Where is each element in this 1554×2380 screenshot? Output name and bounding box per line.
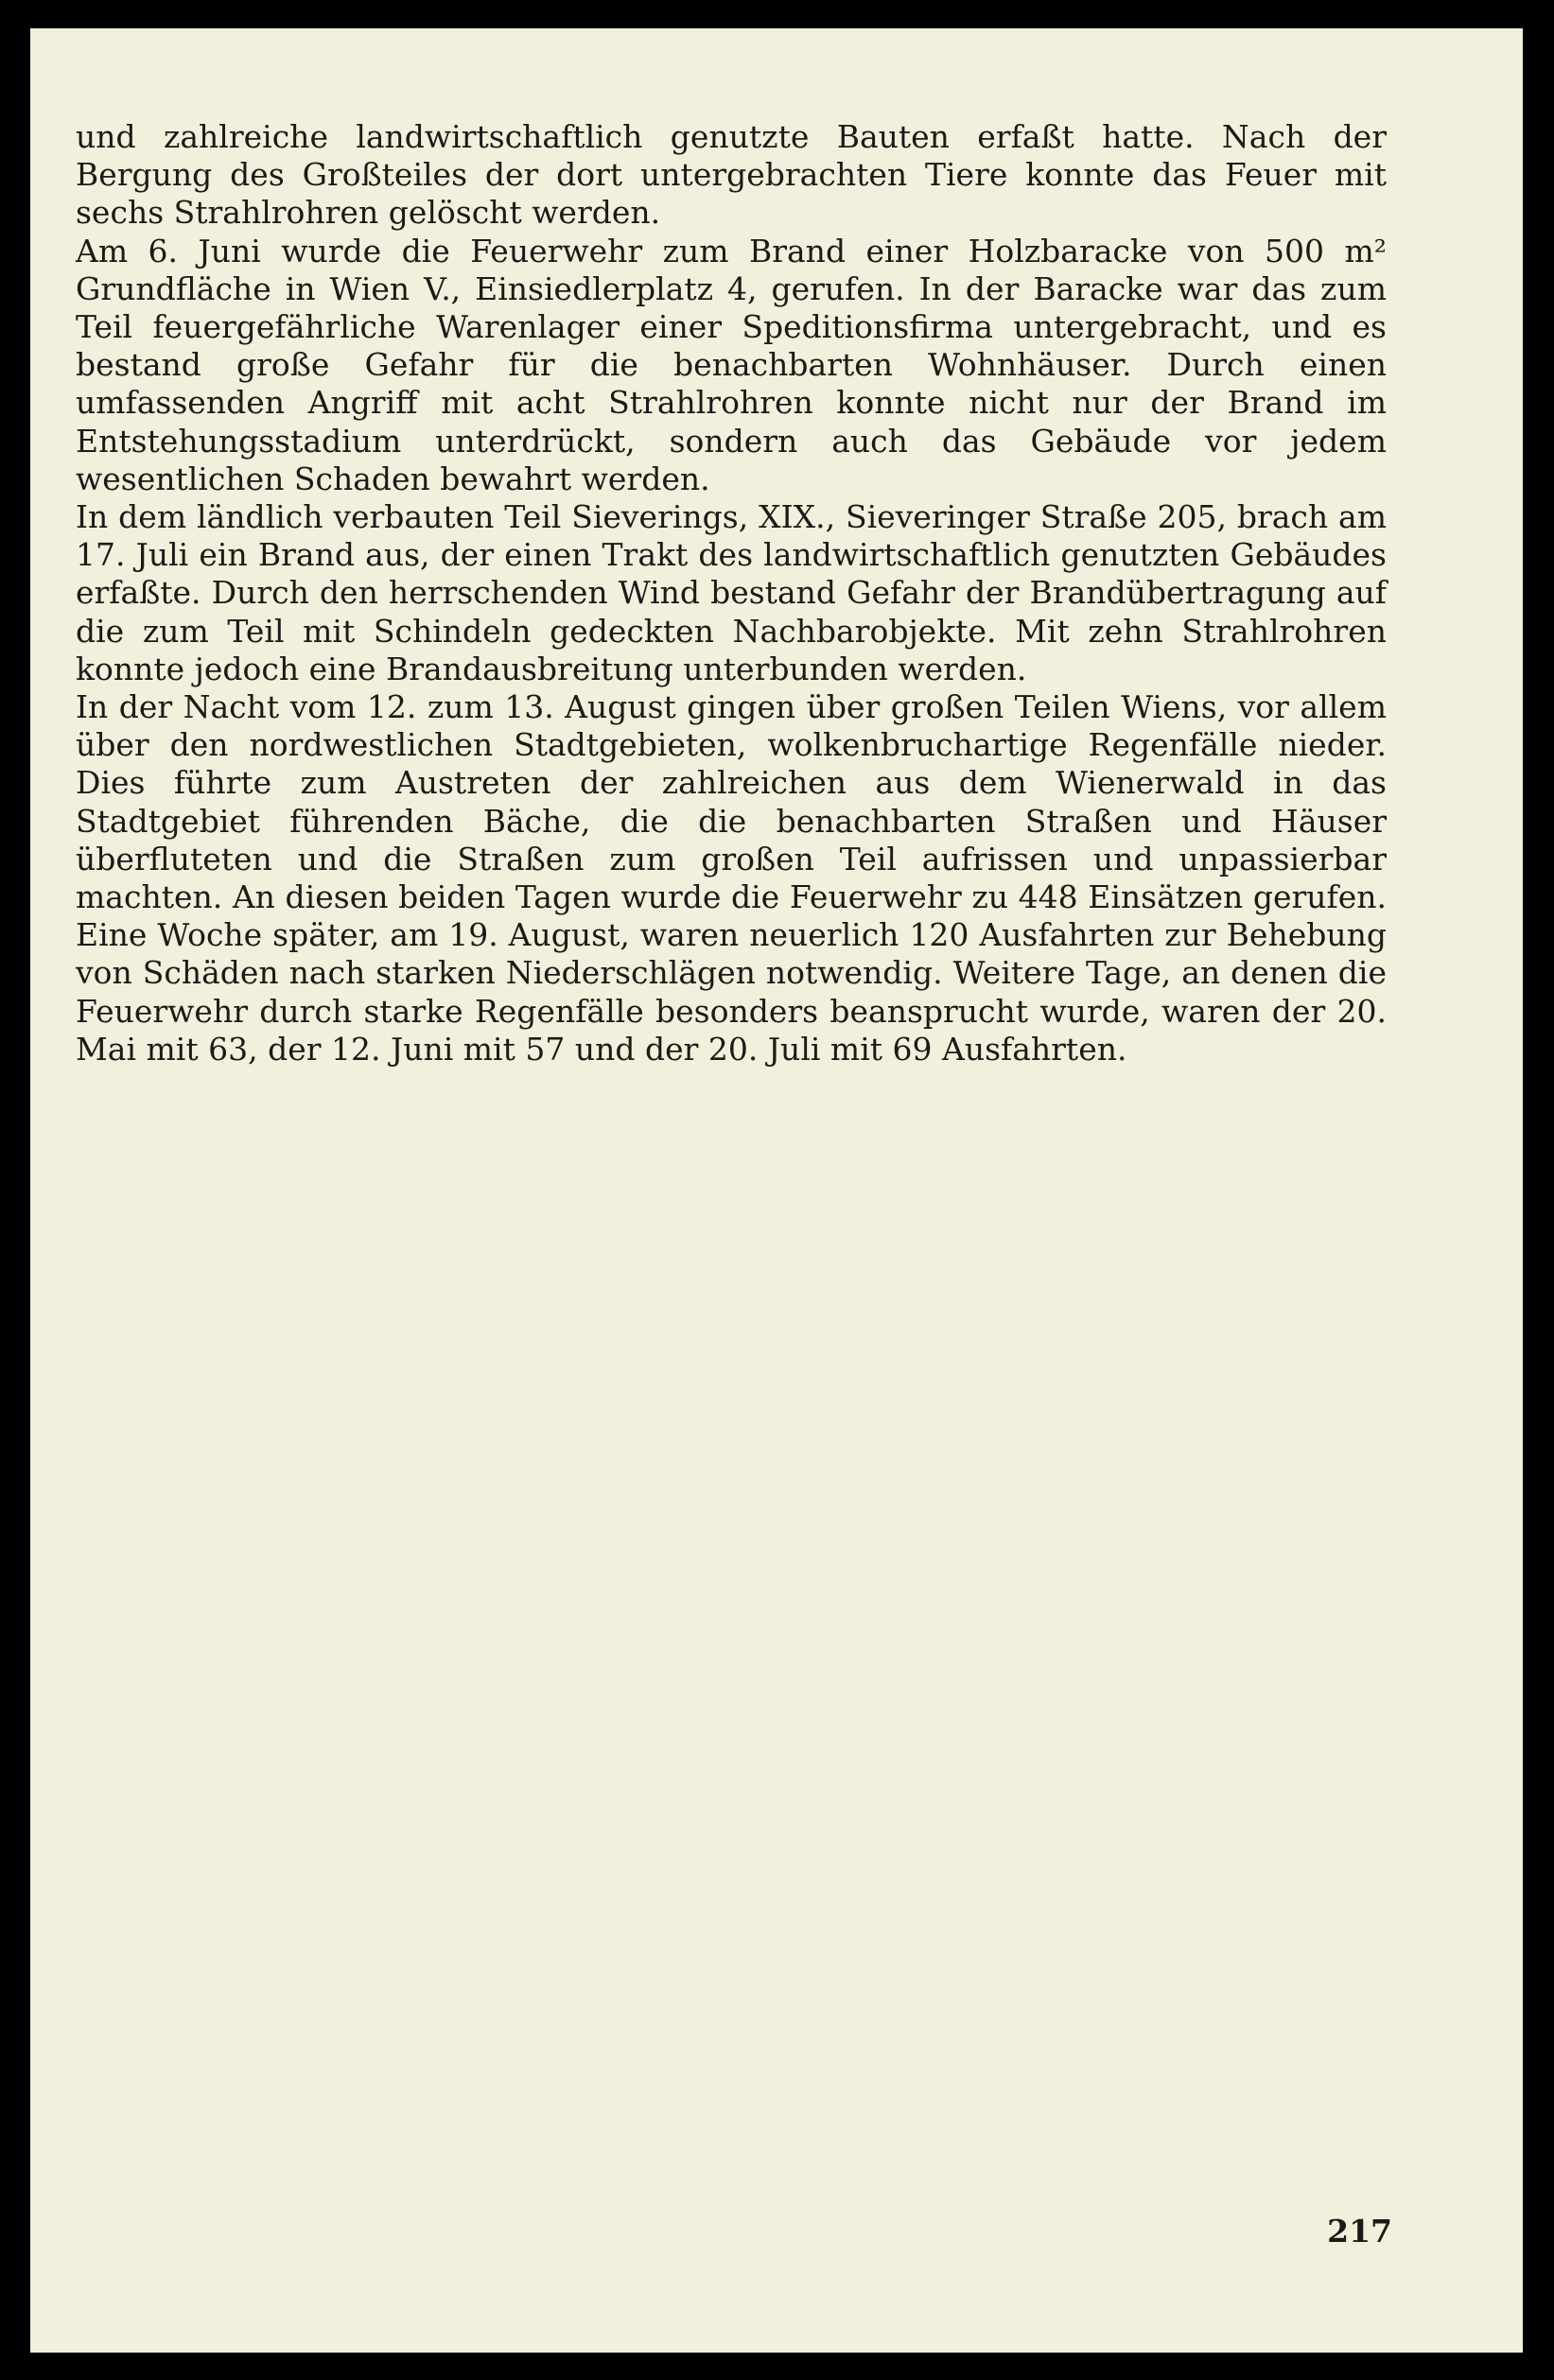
paragraph-2: Am 6. Juni wurde die Feuerwehr zum Brand einer Holzbaracke von 500 m² Grundfläche in Wien V., Einsiedlerplatz 4, gerufen. In der Baracke war das zum Teil feuergefährliche Warenlager einer Speditionsfirma untergebracht, und es bestand große Gefahr für die benachbarten Wohnhäuser. Durch einen umfassenden Angriff mit acht Strahlrohren konnte nicht nur der Brand im Entstehungsstadium unterdrückt, sondern auch das Gebäude vor jedem wesentlichen Schaden bewahrt werden.	[76, 232, 1387, 497]
body-text	[76, 118, 1387, 1068]
document-page	[30, 28, 1523, 2353]
paragraph-4: In der Nacht vom 12. zum 13. August gingen über großen Teilen Wiens, vor allem über den nordwestlichen Stadtgebieten, wolkenbruchartige Regenfälle nieder. Dies führte zum Austreten der zahlreichen aus dem Wienerwald in das Stadtgebiet führenden Bäche, die die benachbarten Straßen und Häuser überfluteten und die Straßen zum großen Teil aufrissen und unpassierbar machten. An diesen beiden Tagen wurde die Feuerwehr zu 448 Einsätzen gerufen. Eine Woche später, am 19. August, waren neuerlich 120 Ausfahrten zur Behebung von Schäden nach starken Niederschlägen notwendig. Weitere Tage, an denen die Feuerwehr durch starke Regenfälle besonders beansprucht wurde, waren der 20. Mai mit 63, der 12. Juni mit 57 und der 20. Juli mit 69 Ausfahrten.	[76, 688, 1387, 1068]
page-number: 217	[1327, 2213, 1392, 2250]
paragraph-1: und zahlreiche landwirtschaftlich genutzte Bauten erfaßt hatte. Nach der Bergung des Großteiles der dort untergebrachten Tiere konnte das Feuer mit sechs Strahlrohren gelöscht werden.	[76, 118, 1387, 232]
paragraph-3: In dem ländlich verbauten Teil Sieverings, XIX., Sieveringer Straße 205, brach am 17. Juli ein Brand aus, der einen Trakt des landwirtschaftlich genutzten Gebäudes erfaßte. Durch den herrschenden Wind bestand Gefahr der Brandübertragung auf die zum Teil mit Schindeln gedeckten Nachbarobjekte. Mit zehn Strahlrohren konnte jedoch eine Brandausbreitung unterbunden werden.	[76, 498, 1387, 687]
